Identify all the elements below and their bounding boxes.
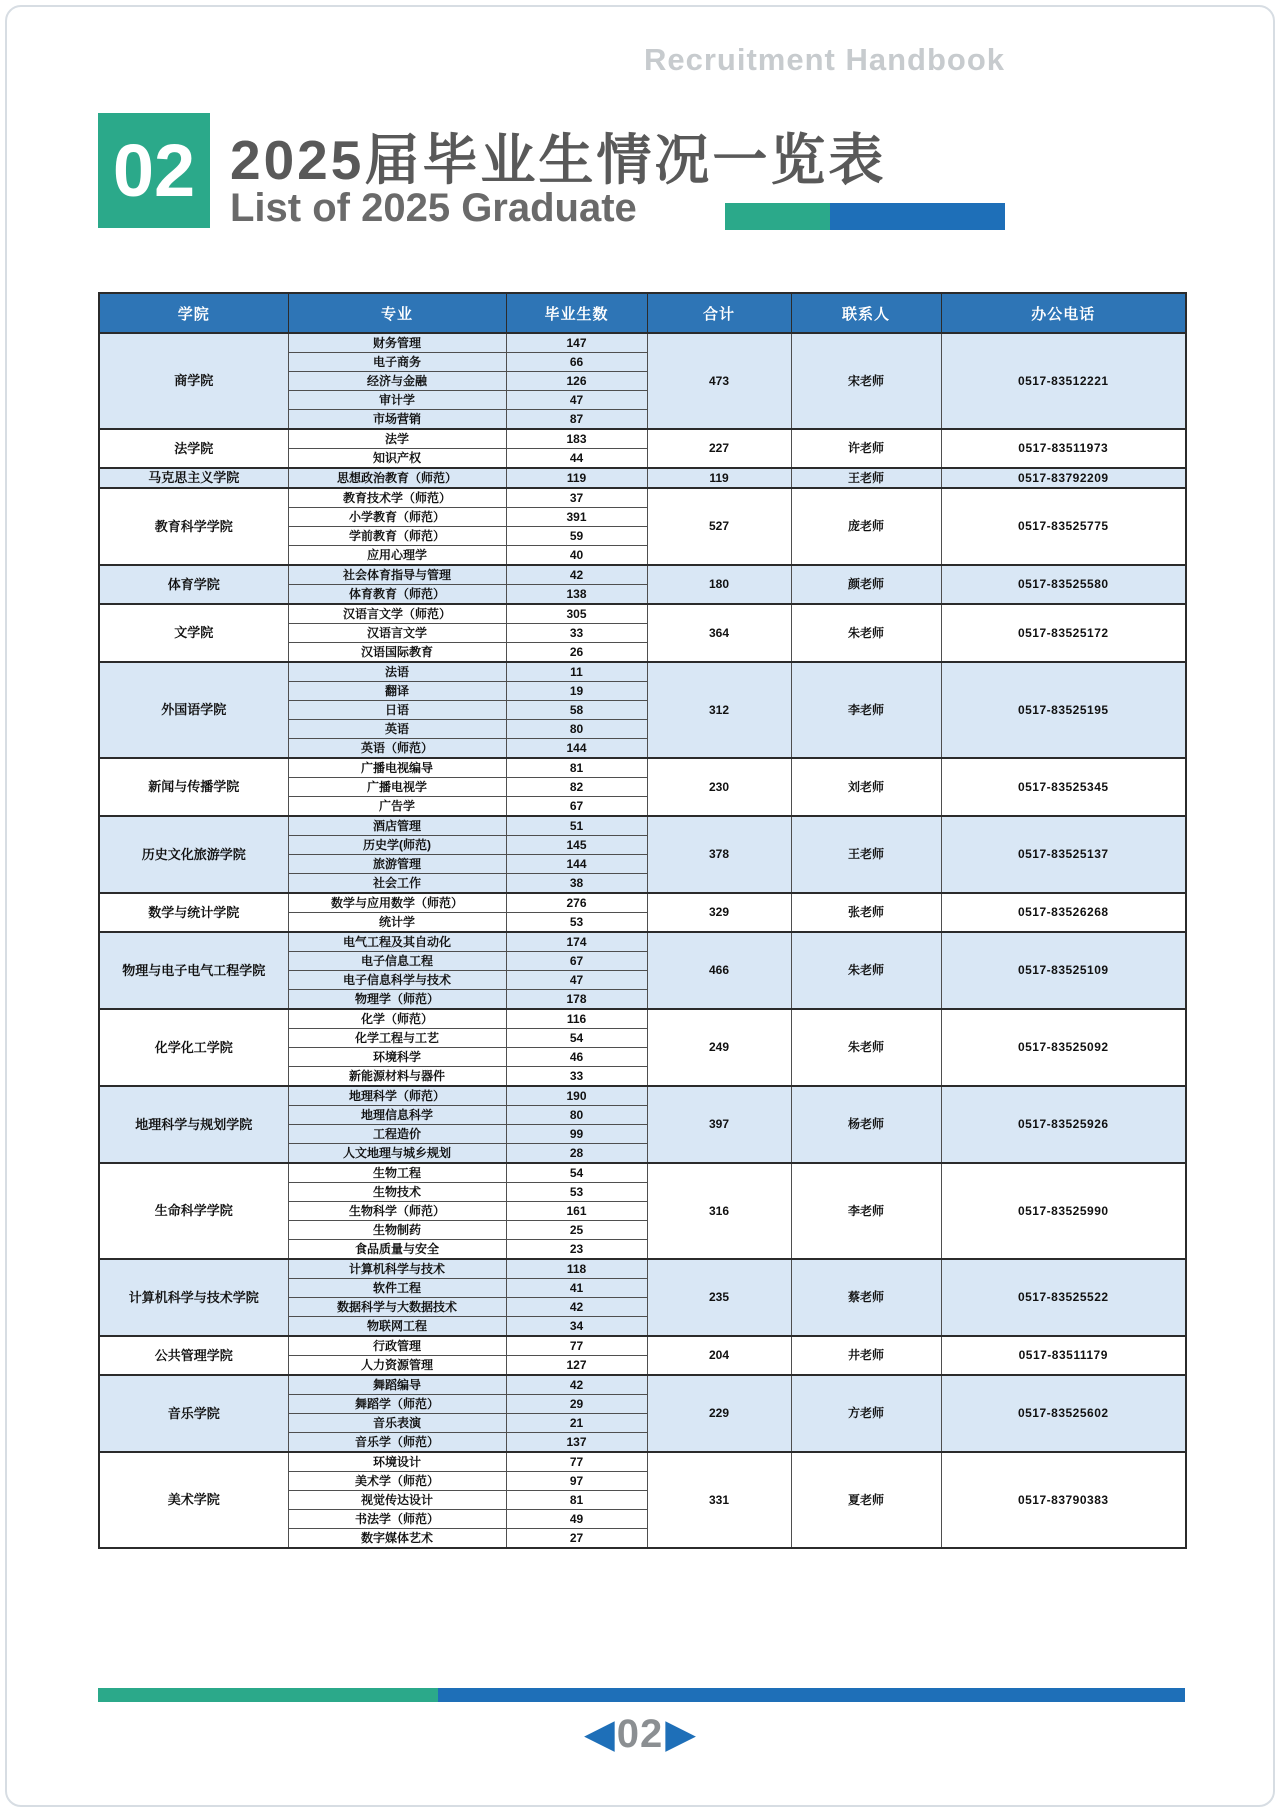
college-cell: 体育学院 [99, 565, 288, 604]
grad-count-cell: 25 [506, 1221, 647, 1240]
major-cell: 英语（师范） [288, 739, 506, 759]
major-cell: 物联网工程 [288, 1317, 506, 1337]
phone-cell: 0517-83790383 [941, 1452, 1186, 1548]
grad-count-cell: 190 [506, 1086, 647, 1106]
major-cell: 汉语言文学 [288, 624, 506, 643]
contact-cell: 朱老师 [791, 932, 941, 1009]
college-cell: 新闻与传播学院 [99, 758, 288, 816]
major-cell: 食品质量与安全 [288, 1240, 506, 1260]
major-cell: 教育技术学（师范） [288, 488, 506, 508]
grad-count-cell: 40 [506, 546, 647, 566]
grad-count-cell: 37 [506, 488, 647, 508]
contact-cell: 李老师 [791, 1163, 941, 1259]
college-cell: 公共管理学院 [99, 1336, 288, 1375]
accent-bar-blue-segment [830, 203, 1005, 230]
total-cell: 227 [647, 429, 791, 468]
contact-cell: 李老师 [791, 662, 941, 758]
phone-cell: 0517-83525580 [941, 565, 1186, 604]
major-cell: 酒店管理 [288, 816, 506, 836]
contact-cell: 王老师 [791, 468, 941, 488]
grad-count-cell: 99 [506, 1125, 647, 1144]
grad-count-cell: 147 [506, 333, 647, 353]
grad-count-cell: 23 [506, 1240, 647, 1260]
column-header: 办公电话 [941, 293, 1186, 333]
major-cell: 日语 [288, 701, 506, 720]
table-row [99, 1375, 1186, 1395]
table-row [99, 758, 1186, 778]
grad-count-cell: 47 [506, 971, 647, 990]
contact-cell: 朱老师 [791, 604, 941, 662]
phone-cell: 0517-83525775 [941, 488, 1186, 565]
major-cell: 化学工程与工艺 [288, 1029, 506, 1048]
table-row [99, 1452, 1186, 1472]
college-cell: 历史文化旅游学院 [99, 816, 288, 893]
grad-count-cell: 305 [506, 604, 647, 624]
total-cell: 312 [647, 662, 791, 758]
major-cell: 统计学 [288, 913, 506, 933]
grad-count-cell: 21 [506, 1414, 647, 1433]
phone-cell: 0517-83525926 [941, 1086, 1186, 1163]
grad-count-cell: 33 [506, 624, 647, 643]
college-cell: 美术学院 [99, 1452, 288, 1548]
major-cell: 人力资源管理 [288, 1356, 506, 1376]
major-cell: 生物技术 [288, 1183, 506, 1202]
total-cell: 316 [647, 1163, 791, 1259]
grad-count-cell: 26 [506, 643, 647, 663]
major-cell: 应用心理学 [288, 546, 506, 566]
grad-count-cell: 174 [506, 932, 647, 952]
table-row [99, 1009, 1186, 1029]
total-cell: 180 [647, 565, 791, 604]
grad-count-cell: 58 [506, 701, 647, 720]
total-cell: 466 [647, 932, 791, 1009]
major-cell: 数学与应用数学（师范） [288, 893, 506, 913]
major-cell: 体育教育（师范） [288, 585, 506, 605]
grad-count-cell: 44 [506, 449, 647, 469]
major-cell: 数字媒体艺术 [288, 1529, 506, 1549]
major-cell: 小学教育（师范） [288, 508, 506, 527]
major-cell: 数据科学与大数据技术 [288, 1298, 506, 1317]
grad-count-cell: 178 [506, 990, 647, 1010]
phone-cell: 0517-83512221 [941, 333, 1186, 429]
grad-count-cell: 29 [506, 1395, 647, 1414]
major-cell: 人文地理与城乡规划 [288, 1144, 506, 1164]
college-cell: 计算机科学与技术学院 [99, 1259, 288, 1336]
grad-count-cell: 77 [506, 1452, 647, 1472]
major-cell: 审计学 [288, 391, 506, 410]
phone-cell: 0517-83525345 [941, 758, 1186, 816]
major-cell: 汉语国际教育 [288, 643, 506, 663]
column-header: 毕业生数 [506, 293, 647, 333]
page-title: 2025届毕业生情况一览表 [230, 129, 887, 191]
grad-count-cell: 67 [506, 797, 647, 817]
major-cell: 物理学（师范） [288, 990, 506, 1010]
major-cell: 历史学(师范) [288, 836, 506, 855]
major-cell: 生物工程 [288, 1163, 506, 1183]
college-cell: 化学化工学院 [99, 1009, 288, 1086]
grad-count-cell: 42 [506, 1298, 647, 1317]
major-cell: 英语 [288, 720, 506, 739]
grad-count-cell: 145 [506, 836, 647, 855]
grad-count-cell: 161 [506, 1202, 647, 1221]
grad-count-cell: 144 [506, 739, 647, 759]
grad-count-cell: 53 [506, 1183, 647, 1202]
total-cell: 204 [647, 1336, 791, 1375]
grad-count-cell: 116 [506, 1009, 647, 1029]
table-row [99, 604, 1186, 624]
major-cell: 财务管理 [288, 333, 506, 353]
total-cell: 230 [647, 758, 791, 816]
major-cell: 广播电视学 [288, 778, 506, 797]
grad-count-cell: 54 [506, 1163, 647, 1183]
page-subtitle: List of 2025 Graduate [230, 186, 637, 230]
footer-bar-green-segment [98, 1688, 438, 1702]
total-cell: 229 [647, 1375, 791, 1452]
phone-cell: 0517-83526268 [941, 893, 1186, 932]
grad-count-cell: 28 [506, 1144, 647, 1164]
total-cell: 527 [647, 488, 791, 565]
table-row [99, 1336, 1186, 1356]
major-cell: 市场营销 [288, 410, 506, 430]
grad-count-cell: 33 [506, 1067, 647, 1087]
grad-count-cell: 41 [506, 1279, 647, 1298]
grad-count-cell: 51 [506, 816, 647, 836]
phone-cell: 0517-83525522 [941, 1259, 1186, 1336]
table-row [99, 1086, 1186, 1106]
grad-count-cell: 11 [506, 662, 647, 682]
major-cell: 地理信息科学 [288, 1106, 506, 1125]
total-cell: 331 [647, 1452, 791, 1548]
table-row [99, 932, 1186, 952]
grad-count-cell: 80 [506, 720, 647, 739]
college-cell: 外国语学院 [99, 662, 288, 758]
handbook-header-text: Recruitment Handbook [643, 42, 1005, 77]
grad-count-cell: 276 [506, 893, 647, 913]
grad-count-cell: 81 [506, 1491, 647, 1510]
major-cell: 电子信息工程 [288, 952, 506, 971]
major-cell: 电子商务 [288, 353, 506, 372]
total-cell: 119 [647, 468, 791, 488]
contact-cell: 方老师 [791, 1375, 941, 1452]
total-cell: 378 [647, 816, 791, 893]
major-cell: 电气工程及其自动化 [288, 932, 506, 952]
major-cell: 软件工程 [288, 1279, 506, 1298]
major-cell: 思想政治教育（师范） [288, 468, 506, 488]
major-cell: 舞蹈编导 [288, 1375, 506, 1395]
grad-count-cell: 27 [506, 1529, 647, 1549]
contact-cell: 朱老师 [791, 1009, 941, 1086]
grad-count-cell: 38 [506, 874, 647, 894]
major-cell: 经济与金融 [288, 372, 506, 391]
grad-count-cell: 53 [506, 913, 647, 933]
phone-cell: 0517-83525092 [941, 1009, 1186, 1086]
contact-cell: 夏老师 [791, 1452, 941, 1548]
grad-count-cell: 144 [506, 855, 647, 874]
table-row [99, 893, 1186, 913]
major-cell: 新能源材料与器件 [288, 1067, 506, 1087]
title-accent-bar [725, 203, 1005, 230]
major-cell: 书法学（师范） [288, 1510, 506, 1529]
footer-accent-bar [98, 1688, 1185, 1702]
contact-cell: 刘老师 [791, 758, 941, 816]
grad-count-cell: 59 [506, 527, 647, 546]
major-cell: 学前教育（师范） [288, 527, 506, 546]
grad-count-cell: 138 [506, 585, 647, 605]
major-cell: 计算机科学与技术 [288, 1259, 506, 1279]
total-cell: 473 [647, 333, 791, 429]
college-cell: 音乐学院 [99, 1375, 288, 1452]
major-cell: 旅游管理 [288, 855, 506, 874]
grad-count-cell: 46 [506, 1048, 647, 1067]
grad-count-cell: 42 [506, 565, 647, 585]
major-cell: 法语 [288, 662, 506, 682]
grad-count-cell: 19 [506, 682, 647, 701]
grad-count-cell: 67 [506, 952, 647, 971]
major-cell: 电子信息科学与技术 [288, 971, 506, 990]
major-cell: 美术学（师范） [288, 1472, 506, 1491]
grad-count-cell: 66 [506, 353, 647, 372]
major-cell: 社会体育指导与管理 [288, 565, 506, 585]
phone-cell: 0517-83525172 [941, 604, 1186, 662]
total-cell: 364 [647, 604, 791, 662]
page-next-icon: ▶ [665, 1712, 697, 1756]
contact-cell: 井老师 [791, 1336, 941, 1375]
college-cell: 地理科学与规划学院 [99, 1086, 288, 1163]
column-header: 联系人 [791, 293, 941, 333]
major-cell: 化学（师范） [288, 1009, 506, 1029]
table-row [99, 429, 1186, 449]
major-cell: 广告学 [288, 797, 506, 817]
major-cell: 社会工作 [288, 874, 506, 894]
table-row [99, 816, 1186, 836]
table-row [99, 662, 1186, 682]
table-row [99, 333, 1186, 353]
column-header: 学院 [99, 293, 288, 333]
table-row [99, 565, 1186, 585]
table-row [99, 468, 1186, 488]
major-cell: 舞蹈学（师范） [288, 1395, 506, 1414]
grad-count-cell: 137 [506, 1433, 647, 1453]
grad-count-cell: 82 [506, 778, 647, 797]
grad-count-cell: 54 [506, 1029, 647, 1048]
college-cell: 数学与统计学院 [99, 893, 288, 932]
major-cell: 汉语言文学（师范） [288, 604, 506, 624]
grad-count-cell: 119 [506, 468, 647, 488]
phone-cell: 0517-83525602 [941, 1375, 1186, 1452]
college-cell: 法学院 [99, 429, 288, 468]
phone-cell: 0517-83792209 [941, 468, 1186, 488]
grad-count-cell: 81 [506, 758, 647, 778]
major-cell: 翻译 [288, 682, 506, 701]
major-cell: 生物科学（师范） [288, 1202, 506, 1221]
phone-cell: 0517-83525990 [941, 1163, 1186, 1259]
table-header-row [99, 293, 1186, 333]
major-cell: 音乐表演 [288, 1414, 506, 1433]
college-cell: 教育科学学院 [99, 488, 288, 565]
grad-count-cell: 126 [506, 372, 647, 391]
major-cell: 环境设计 [288, 1452, 506, 1472]
section-number: 02 [112, 129, 196, 212]
page-number: 02 [616, 1712, 664, 1756]
contact-cell: 颜老师 [791, 565, 941, 604]
grad-count-cell: 97 [506, 1472, 647, 1491]
major-cell: 环境科学 [288, 1048, 506, 1067]
phone-cell: 0517-83525195 [941, 662, 1186, 758]
contact-cell: 张老师 [791, 893, 941, 932]
major-cell: 行政管理 [288, 1336, 506, 1356]
grad-count-cell: 77 [506, 1336, 647, 1356]
major-cell: 视觉传达设计 [288, 1491, 506, 1510]
grad-count-cell: 49 [506, 1510, 647, 1529]
column-header: 专业 [288, 293, 506, 333]
college-cell: 生命科学学院 [99, 1163, 288, 1259]
footer-bar-blue-segment [438, 1688, 1185, 1702]
grad-count-cell: 80 [506, 1106, 647, 1125]
college-cell: 商学院 [99, 333, 288, 429]
total-cell: 235 [647, 1259, 791, 1336]
phone-cell: 0517-83511973 [941, 429, 1186, 468]
grad-count-cell: 42 [506, 1375, 647, 1395]
major-cell: 工程造价 [288, 1125, 506, 1144]
major-cell: 知识产权 [288, 449, 506, 469]
column-header: 合计 [647, 293, 791, 333]
college-cell: 马克思主义学院 [99, 468, 288, 488]
college-cell: 物理与电子电气工程学院 [99, 932, 288, 1009]
contact-cell: 庞老师 [791, 488, 941, 565]
contact-cell: 宋老师 [791, 333, 941, 429]
college-cell: 文学院 [99, 604, 288, 662]
table-row [99, 1163, 1186, 1183]
grad-count-cell: 34 [506, 1317, 647, 1337]
grad-count-cell: 127 [506, 1356, 647, 1376]
section-number-badge [98, 113, 210, 228]
total-cell: 249 [647, 1009, 791, 1086]
phone-cell: 0517-83525109 [941, 932, 1186, 1009]
contact-cell: 蔡老师 [791, 1259, 941, 1336]
grad-count-cell: 391 [506, 508, 647, 527]
grad-count-cell: 183 [506, 429, 647, 449]
phone-cell: 0517-83511179 [941, 1336, 1186, 1375]
phone-cell: 0517-83525137 [941, 816, 1186, 893]
table-row [99, 488, 1186, 508]
grad-count-cell: 87 [506, 410, 647, 430]
major-cell: 法学 [288, 429, 506, 449]
major-cell: 地理科学（师范） [288, 1086, 506, 1106]
total-cell: 329 [647, 893, 791, 932]
table-row [99, 1259, 1186, 1279]
contact-cell: 杨老师 [791, 1086, 941, 1163]
major-cell: 广播电视编导 [288, 758, 506, 778]
major-cell: 音乐学（师范） [288, 1433, 506, 1453]
grad-count-cell: 118 [506, 1259, 647, 1279]
grad-count-cell: 47 [506, 391, 647, 410]
major-cell: 生物制药 [288, 1221, 506, 1240]
contact-cell: 许老师 [791, 429, 941, 468]
accent-bar-green-segment [725, 203, 830, 230]
page-number-block [0, 1714, 1280, 1754]
page-prev-icon: ◀ [583, 1712, 615, 1756]
contact-cell: 王老师 [791, 816, 941, 893]
total-cell: 397 [647, 1086, 791, 1163]
graduates-table [98, 292, 1187, 1549]
